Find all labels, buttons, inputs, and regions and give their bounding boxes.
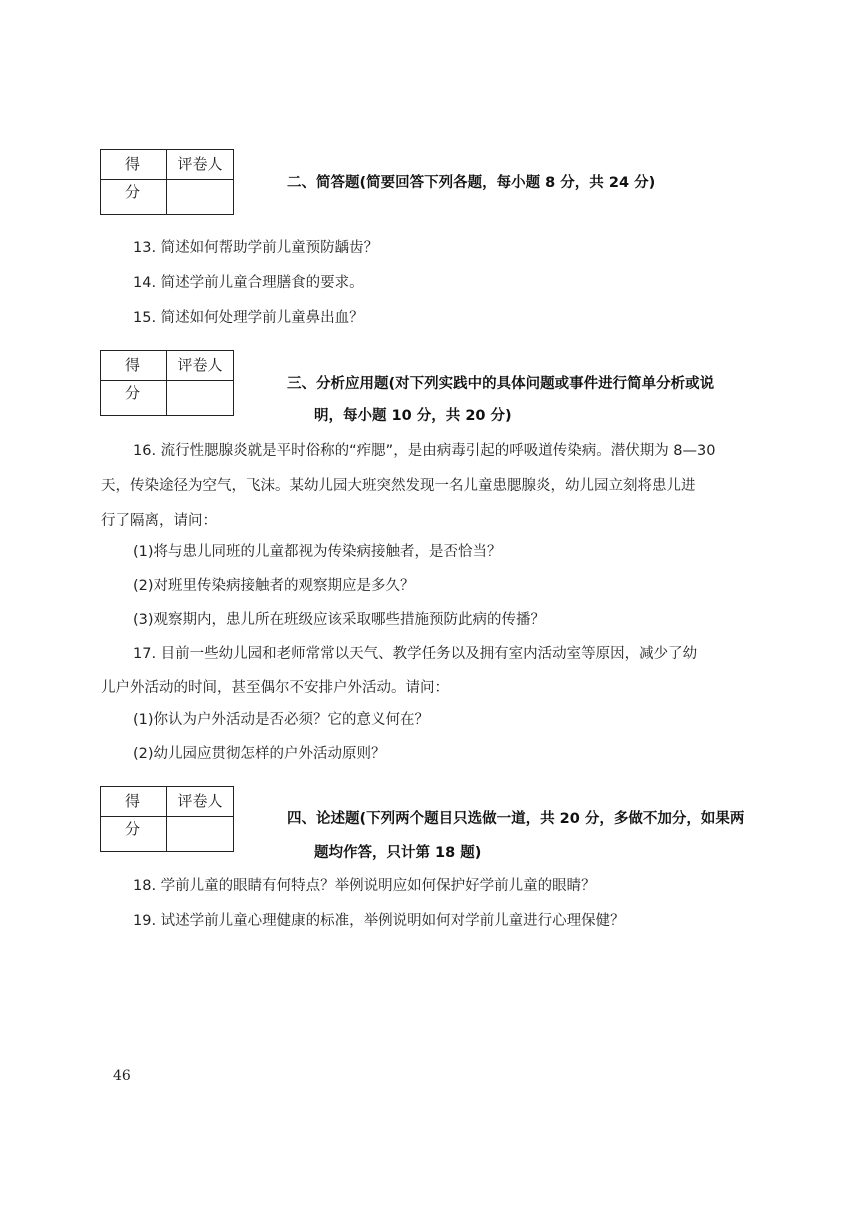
question-14: 14. 简述学前儿童合理膳食的要求。 (133, 275, 364, 291)
score-field[interactable] (101, 817, 167, 851)
question-17-part-1: (1)你认为户外活动是否必须？它的意义何在？ (133, 712, 430, 728)
score-box (100, 149, 234, 215)
question-16-line-2: 天，传染途径为空气，飞沫。某幼儿园大班突然发现一名儿童患腮腺炎，幼儿园立刻将患儿进 (101, 478, 696, 494)
score-box (100, 350, 234, 416)
score-box (100, 786, 234, 852)
question-18: 18. 学前儿童的眼睛有何特点？举例说明应如何保护好学前儿童的眼睛？ (133, 878, 596, 894)
grader-label: 评卷人 (167, 351, 233, 381)
section-heading: 四、论述题(下列两个题目只选做一道，共 20 分，多做不加分，如果两 (287, 811, 745, 827)
grader-label: 评卷人 (167, 787, 233, 817)
section-heading: 三、分析应用题(对下列实践中的具体问题或事件进行简单分析或说 (287, 376, 715, 392)
question-17-line-1: 17. 目前一些幼儿园和老师常常以天气、教学任务以及拥有室内活动室等原因，减少了幼 (133, 646, 698, 662)
grader-label: 评卷人 (167, 150, 233, 180)
score-field[interactable] (101, 381, 167, 415)
question-16-line-3: 行了隔离，请问： (101, 513, 217, 529)
grader-field[interactable] (167, 381, 233, 415)
question-13: 13. 简述如何帮助学前儿童预防龋齿？ (133, 240, 379, 256)
section-heading-continued: 明，每小题 10 分，共 20 分) (314, 408, 512, 424)
question-16-line-1: 16. 流行性腮腺炎就是平时俗称的“痄腮”，是由病毒引起的呼吸道传染病。潜伏期为 8—30 (133, 443, 716, 459)
section-heading: 二、简答题(简要回答下列各题，每小题 8 分，共 24 分) (287, 175, 656, 191)
score-label: 得 分 (101, 150, 167, 180)
question-17-part-2: (2)幼儿园应贯彻怎样的户外活动原则？ (133, 746, 386, 762)
question-16-part-1: (1)将与患儿同班的儿童都视为传染病接触者，是否恰当？ (133, 544, 502, 560)
score-label: 得 分 (101, 351, 167, 381)
grader-field[interactable] (167, 180, 233, 214)
page-number: 46 (113, 1068, 131, 1084)
question-19: 19. 试述学前儿童心理健康的标准，举例说明如何对学前儿童进行心理保健？ (133, 913, 625, 929)
question-15: 15. 简述如何处理学前儿童鼻出血？ (133, 310, 364, 326)
score-field[interactable] (101, 180, 167, 214)
question-17-line-2: 儿户外活动的时间，甚至偶尔不安排户外活动。请问： (101, 680, 449, 696)
grader-field[interactable] (167, 817, 233, 851)
question-16-part-3: (3)观察期内，患儿所在班级应该采取哪些措施预防此病的传播？ (133, 612, 546, 628)
question-16-part-2: (2)对班里传染病接触者的观察期应是多久？ (133, 578, 415, 594)
section-heading-continued: 题均作答，只计第 18 题) (314, 845, 482, 861)
score-label: 得 分 (101, 787, 167, 817)
